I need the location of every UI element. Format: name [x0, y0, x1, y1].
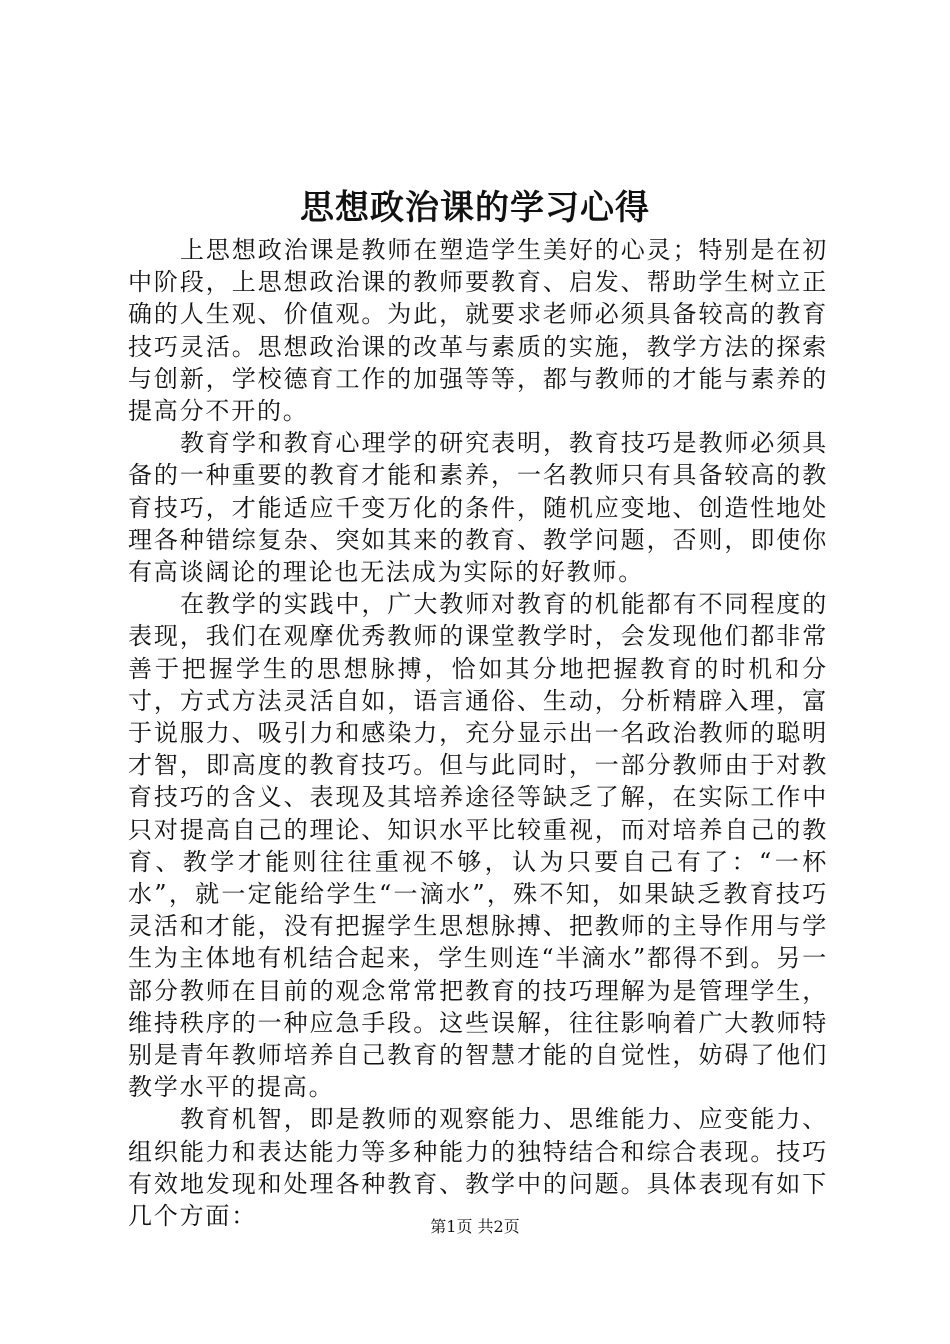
- paragraph-3: 在教学的实践中，广大教师对教育的机能都有不同程度的表现，我们在观摩优秀教师的课堂教学时，会发现他们都非常善于把握学生的思想脉搏，恰如其分地把握教育的时机和分寸，方式方法灵活自如，语言通俗、生动，分析精辟入理，富于说服力、吸引力和感染力，充分显示出一名政治教师的聪明才智，即高度的教育技巧。但与此同时，一部分教师由于对教育技巧的含义、表现及其培养途径等缺乏了解，在实际工作中只对提高自己的理论、知识水平比较重视，而对培养自己的教育、教学才能则往往重视不够，认为只要自己有了：“一杯水”，就一定能给学生“一滴水”，殊不知，如果缺乏教育技巧灵活和才能，没有把握学生思想脉搏、把教师的主导作用与学生为主体地有机结合起来，学生则连“半滴水”都得不到。另一部分教师在目前的观念常常把教育的技巧理解为是管理学生，维持秩序的一种应急手段。这些误解，往往影响着广大教师特别是青年教师培养自己教育的智慧才能的自觉性，妨碍了他们教学水平的提高。: [128, 590, 828, 1102]
- paragraph-4: 教育机智，即是教师的观察能力、思维能力、应变能力、组织能力和表达能力等多种能力的独特结合和综合表现。技巧有效地发现和处理各种教育、教学中的问题。具体表现有如下几个方面：: [128, 1105, 828, 1231]
- paragraph-2: 教育学和教育心理学的研究表明，教育技巧是教师必须具备的一种重要的教育才能和素养，一名教师只有具备较高的教育技巧，才能适应千变万化的条件，随机应变地、创造性地处理各种错综复杂、突如其来的教育、教学问题，否则，即使你有高谈阔论的理论也无法成为实际的好教师。: [128, 429, 828, 587]
- document-body: [128, 234, 828, 1232]
- document-title: 思想政治课的学习心得: [300, 188, 650, 228]
- page-footer: 第1页 共2页: [430, 1217, 520, 1236]
- paragraph-1: 上思想政治课是教师在塑造学生美好的心灵；特别是在初中阶段，上思想政治课的教师要教育、启发、帮助学生树立正确的人生观、价值观。为此，就要求老师必须具备较高的教育技巧灵活。思想政治课的改革与素质的实施，教学方法的探索与创新，学校德育工作的加强等等，都与教师的才能与素养的提高分不开的。: [128, 236, 828, 426]
